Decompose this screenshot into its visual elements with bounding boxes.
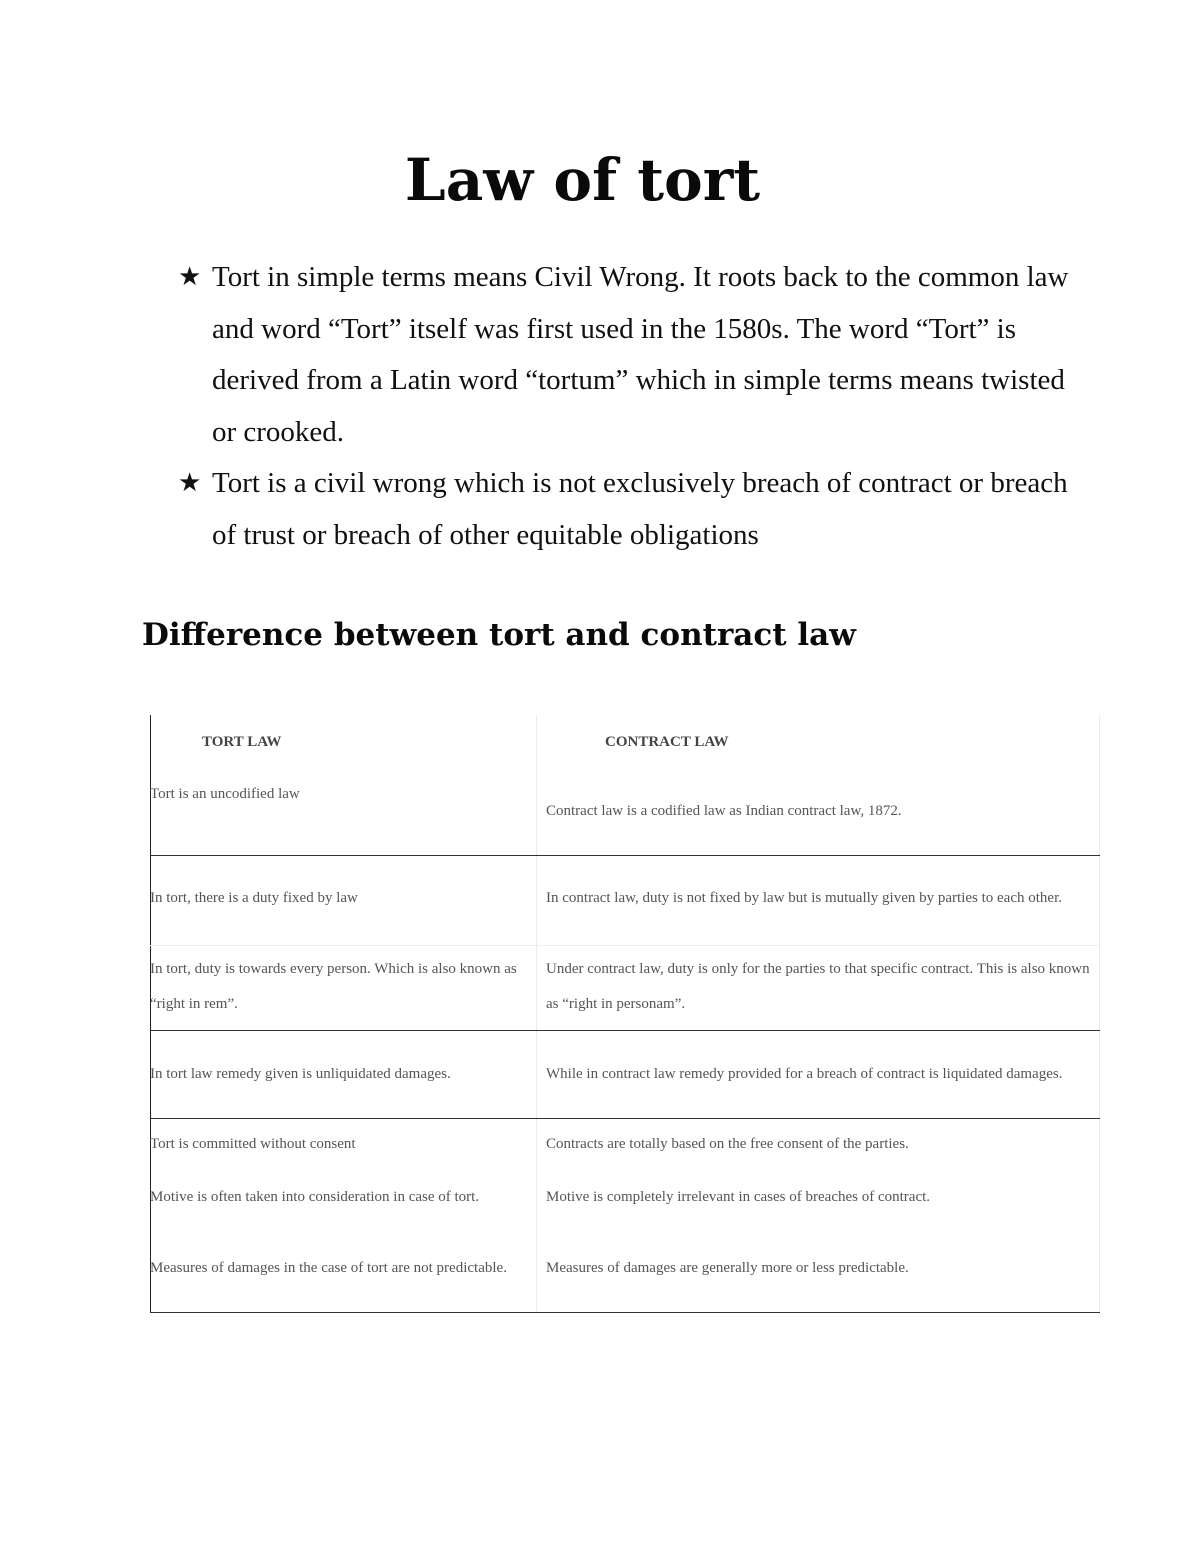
table-cell-tort: Measures of damages in the case of tort are not predictable.	[150, 1259, 507, 1276]
section-heading: Difference between tort and contract law	[142, 617, 856, 653]
table-cell-contract: In contract law, duty is not fixed by law but is mutually given by parties to each other.	[546, 889, 1062, 906]
table-cell-contract: While in contract law remedy provided for a breach of contract is liquidated damages.	[546, 1065, 1063, 1082]
table-cell-tort: Tort is committed without consent	[150, 1135, 356, 1152]
row-divider	[150, 1030, 1100, 1031]
bullet-text: Tort is a civil wrong which is not exclusively breach of contract or breach of trust or breach of other equitable obligations	[212, 467, 1068, 551]
star-icon: ★	[178, 262, 202, 292]
table-border	[1099, 715, 1100, 1313]
row-divider	[150, 1118, 1100, 1119]
table-cell-tort: In tort, duty is towards every person. Which is also known as “right in rem”.	[150, 961, 517, 1012]
table-cell-contract: Measures of damages are generally more or less predictable.	[546, 1259, 909, 1276]
table-cell-contract: Contract law is a codified law as Indian contract law, 1872.	[546, 802, 902, 819]
list-item	[178, 458, 1078, 561]
bullet-text: Tort in simple terms means Civil Wrong. It roots back to the common law and word “Tort” itself was first used in the 1580s. The word “Tort” is derived from a Latin word “tortum” which in simple terms means twisted or crooked.	[212, 261, 1069, 448]
bullet-list	[178, 252, 1078, 561]
table-cell-contract: Motive is completely irrelevant in cases of breaches of contract.	[546, 1188, 931, 1205]
star-icon: ★	[178, 468, 202, 498]
table-cell-tort: In tort law remedy given is unliquidated damages.	[150, 1065, 451, 1082]
table-cell-tort: Motive is often taken into consideration in case of tort.	[150, 1188, 480, 1205]
table-bottom-border	[150, 1312, 1100, 1313]
row-divider	[150, 855, 1100, 856]
column-divider	[536, 715, 537, 1313]
table-cell-contract: Under contract law, duty is only for the parties to that specific contract. This is also known as “right in personam”.	[546, 961, 1090, 1012]
table-cell-tort: In tort, there is a duty fixed by law	[150, 889, 358, 906]
list-item	[178, 252, 1078, 458]
column-header-tort: TORT LAW	[202, 734, 282, 750]
table-cell-contract: Contracts are totally based on the free consent of the parties.	[546, 1135, 909, 1152]
column-header-contract: CONTRACT LAW	[605, 734, 729, 750]
table-cell-tort: Tort is an uncodified law	[150, 785, 300, 802]
row-divider	[150, 945, 1100, 946]
comparison-table	[150, 715, 1100, 1313]
page-title: Law of tort	[404, 146, 761, 214]
